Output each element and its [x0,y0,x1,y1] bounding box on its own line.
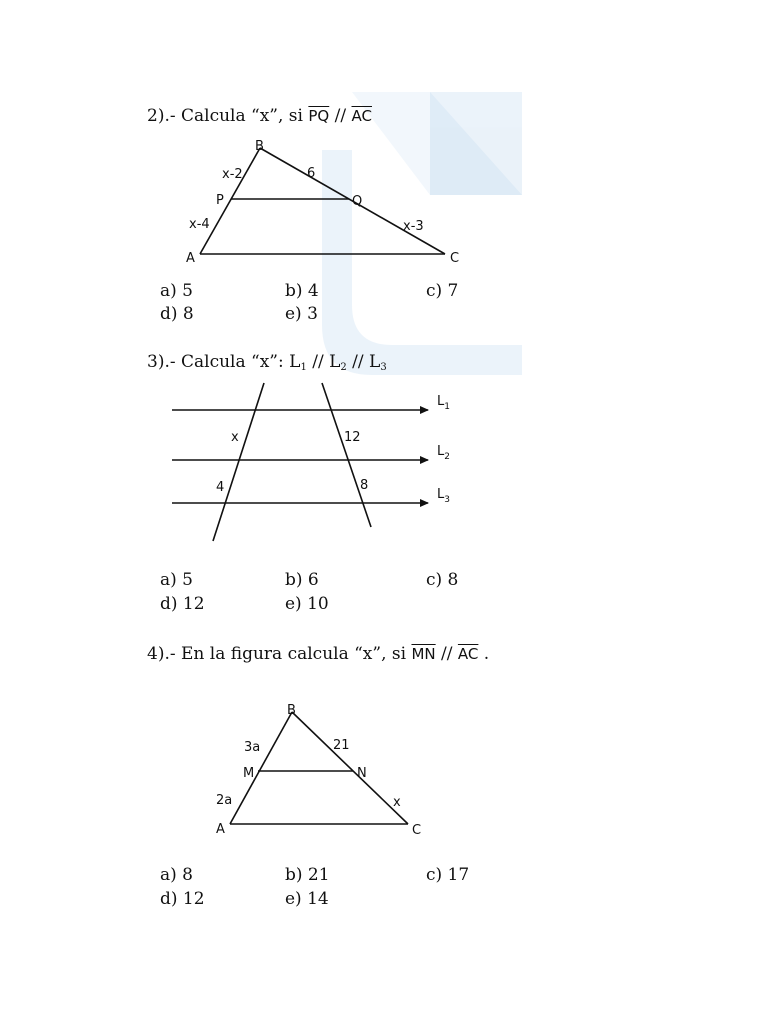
vertex-b: B [255,139,264,154]
option-a[interactable]: a) 5 [160,570,193,590]
segment-pq: $\overline{PQ}$ [308,107,330,125]
vertex-a: A [186,251,195,266]
option-b[interactable]: b) 4 [285,281,319,301]
label-12: 12 [344,430,361,445]
option-d[interactable]: d) 12 [160,889,205,909]
question-3-prefix: 3).- Calcula “x”: [147,352,290,372]
label-ma: 2a [216,793,233,808]
question-2-prefix: 2).- Calcula “x”, si [147,106,309,126]
label-bn: 21 [333,738,350,753]
label-x: x [231,430,239,445]
vertex-a: A [216,822,225,837]
option-c[interactable]: c) 8 [426,570,459,590]
segment-ac: $\overline{AC}$ [351,107,372,125]
option-d[interactable]: d) 8 [160,304,194,324]
label-l2: $L_2$ [437,444,450,462]
label-bp: x-2 [222,167,243,182]
side-bc [292,712,408,824]
option-a[interactable]: a) 8 [160,865,193,885]
label-l1: $L_1$ [437,394,450,412]
question-4-title: 4).- En la figura calcula “x”, si $\overline{MN} // \overline{AC}$ . [147,644,490,664]
question-3-title: 3).- Calcula “x”: $L_1 // L_2 // L_3$ [147,352,387,373]
option-b[interactable]: b) 21 [285,865,330,885]
vertex-q: Q [352,194,363,209]
vertex-n: N [357,766,367,781]
vertex-m: M [243,766,255,781]
option-c[interactable]: c) 7 [426,281,459,301]
vertex-b: B [287,703,296,718]
question-4-prefix: 4).- En la figura calcula “x”, si [147,644,412,664]
option-a[interactable]: a) 5 [160,281,193,301]
parallel-symbol: // [329,106,352,126]
option-e[interactable]: e) 14 [285,889,329,909]
vertex-c: C [412,823,422,838]
label-qc: x-3 [403,219,424,234]
segment-ac: $\overline{AC}$ [457,645,479,663]
option-e[interactable]: e) 3 [285,304,318,324]
label-nc: x [393,795,401,810]
side-ba [230,712,292,824]
option-c[interactable]: c) 17 [426,865,470,885]
label-l3: $L_3$ [437,487,450,505]
label-bm: 3a [244,740,261,755]
label-4: 4 [216,480,225,495]
option-b[interactable]: b) 6 [285,570,319,590]
parallel-symbol: // [435,644,458,664]
label-bq: 6 [307,166,316,181]
label-8: 8 [360,478,369,493]
label-pa: x-4 [189,217,210,232]
segment-mn: $\overline{MN}$ [411,645,436,663]
vertex-p: P [216,193,224,208]
option-e[interactable]: e) 10 [285,594,329,614]
vertex-c: C [450,251,460,266]
option-d[interactable]: d) 12 [160,594,205,614]
